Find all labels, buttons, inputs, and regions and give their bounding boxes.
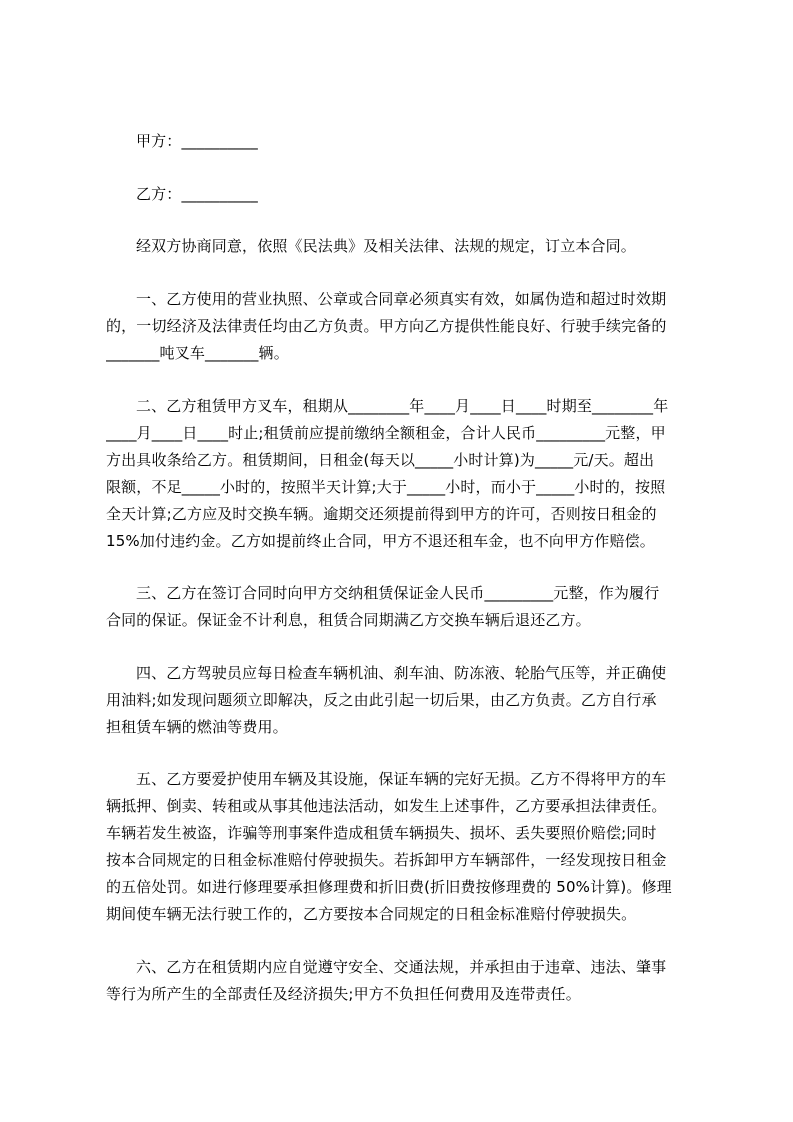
clause-1-line: 一、乙方使用的营业执照、公章或合同章必须真实有效，如属伪造和超过时效期 [136,290,667,308]
party-a-line: 甲方：__________ [136,132,258,150]
clause-5-line: 按本合同规定的日租金标准赔付停驶损失。若拆卸甲方车辆部件，一经发现按日租金 [106,851,667,869]
clause-6-line: 等行为所产生的全部责任及经济损失;甲方不负担任何费用及连带责任。 [106,985,581,1003]
clause-6-line: 六、乙方在租赁期内应自觉遵守安全、交通法规，并承担由于违章、违法、肇事 [136,958,667,976]
clause-4-line: 四、乙方驾驶员应每日检查车辆机油、刹车油、防冻液、轮胎气压等，并正确使 [136,664,667,682]
clause-2-line: 限额，不足_____小时的，按照半天计算;大于_____小时，而小于_____小时的，按照 [106,478,666,496]
clause-5-line: 的五倍处罚。如进行修理要承担修理费和折旧费(折旧费按修理费的 50%计算)。修理 [106,878,672,896]
clause-3-line: 合同的保证。保证金不计利息，租赁合同期满乙方交换车辆后退还乙方。 [106,611,591,629]
clause-2-line: 二、乙方租赁甲方叉车，租期从________年____月____日____时期至________年 [136,397,669,415]
clause-2-line: ____月____日____时止;租赁前应提前缴纳全额租金，合计人民币_________元整，甲 [106,424,666,442]
clause-4-line: 担租赁车辆的燃油等费用。 [106,718,288,736]
clause-1-line: _______吨叉车_______辆。 [106,344,289,362]
preamble: 经双方协商同意，依照《民法典》及相关法律、法规的规定，订立本合同。 [136,237,636,255]
clause-5-line: 五、乙方要爱护使用车辆及其设施，保证车辆的完好无损。乙方不得将甲方的车 [136,770,667,788]
clause-3-line: 三、乙方在签订合同时向甲方交纳租赁保证金人民币_________元整，作为履行 [136,584,660,602]
clause-2-line: 全天计算;乙方应及时交换车辆。逾期交还须提前得到甲方的许可，否则按日租金的 [106,505,657,523]
clause-1-line: 的，一切经济及法律责任均由乙方负责。甲方向乙方提供性能良好、行驶手续完备的 [106,317,667,335]
clause-2-line: 方出具收条给乙方。租赁期间，日租金(每天以_____小时计算)为_____元/天。超出 [106,451,655,469]
clause-2-line: 15%加付违约金。乙方如提前终止合同，甲方不退还租车金，也不向甲方作赔偿。 [106,532,655,550]
clause-4-line: 用油料;如发现问题须立即解决，反之由此引起一切后果，由乙方负责。乙方自行承 [106,691,657,709]
party-b-line: 乙方：__________ [136,185,258,203]
clause-5-line: 期间使车辆无法行驶工作的，乙方要按本合同规定的日租金标准赔付停驶损失。 [106,905,637,923]
clause-5-line: 车辆若发生被盗，诈骗等刑事案件造成租赁车辆损失、损坏、丢失要照价赔偿;同时 [106,824,657,842]
clause-5-line: 辆抵押、倒卖、转租或从事其他违法活动，如发生上述事件，乙方要承担法律责任。 [106,797,667,815]
